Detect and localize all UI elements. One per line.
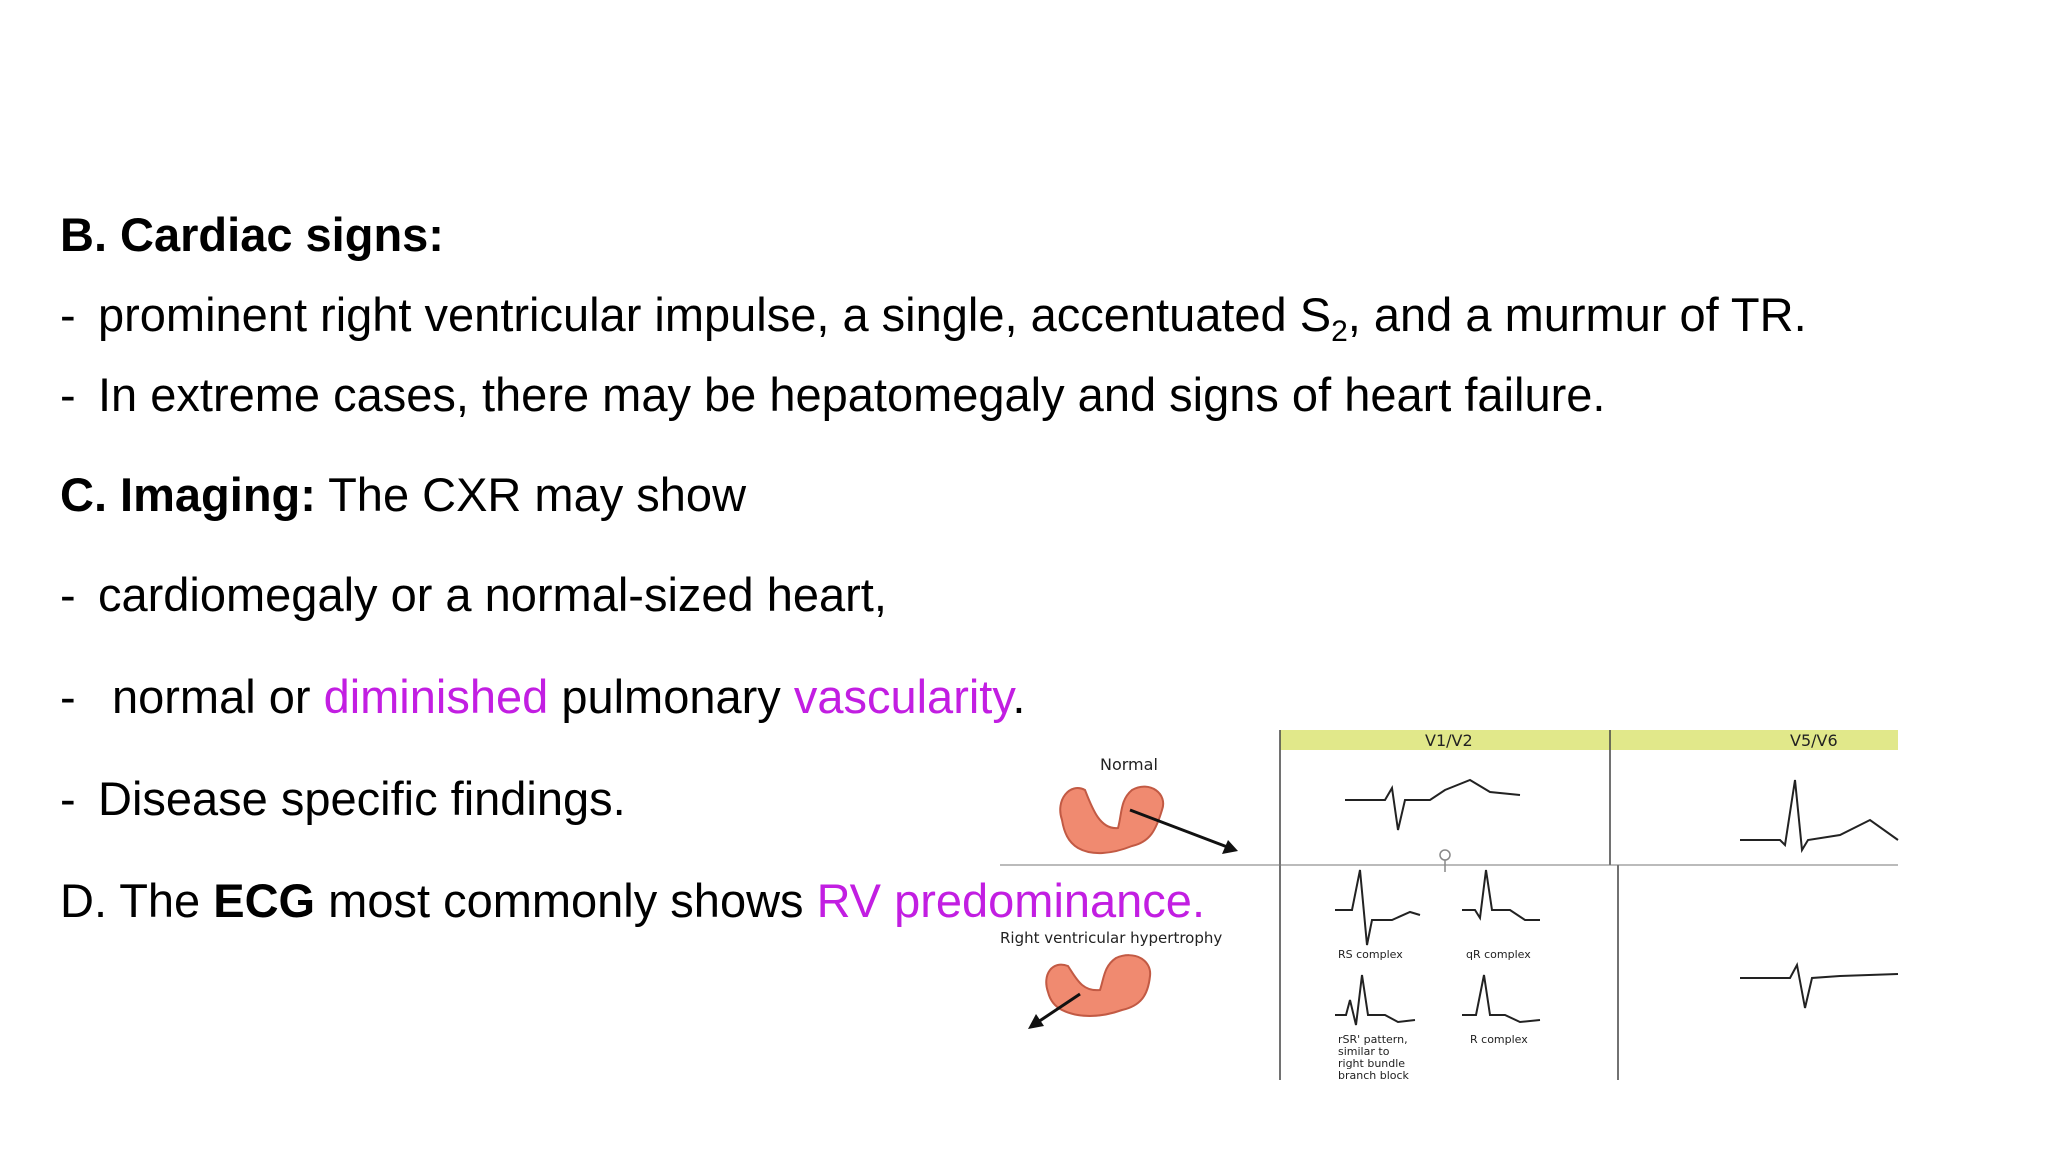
normal-heart-shape: [1060, 787, 1163, 853]
label-rs-complex: RS complex: [1338, 948, 1403, 961]
label-qr-complex: qR complex: [1466, 948, 1531, 961]
bullet-dash: -: [60, 772, 76, 825]
imaging-item-2-e: .: [1012, 670, 1026, 723]
label-rsr-line1: rSR' pattern,: [1338, 1033, 1408, 1046]
bullet-dash: -: [60, 568, 76, 621]
s2-subscript: 2: [1331, 315, 1348, 348]
ecg-line-a: D. The: [60, 874, 214, 927]
lead-marker-icon: [1440, 850, 1450, 860]
imaging-item-2: [60, 668, 1025, 726]
ecg-rvh-figure: [1000, 730, 1900, 1090]
highlight-diminished: diminished: [323, 670, 549, 723]
ecg-qr-complex-trace: [1462, 870, 1540, 920]
heading-imaging: [60, 466, 746, 524]
bullet-dash: -: [60, 288, 76, 341]
cardiac-item-2: [60, 366, 1605, 424]
imaging-item-3-text: Disease specific findings.: [98, 772, 626, 825]
ecg-v5v6-rvh-trace: [1740, 965, 1898, 1008]
highlight-rv-predominance: RV predominance.: [816, 874, 1206, 927]
rvh-arrow-head: [1028, 1014, 1044, 1029]
heading-c-rest: The CXR may show: [315, 468, 747, 521]
label-rsr-line4: branch block: [1338, 1069, 1409, 1082]
ecg-v1v2-normal-trace: [1345, 780, 1520, 830]
imaging-item-1-text: cardiomegaly or a normal-sized heart,: [98, 568, 887, 621]
ecg-line-c: most commonly shows: [315, 874, 817, 927]
imaging-item-1: [60, 566, 887, 624]
label-rsr-line3: right bundle: [1338, 1057, 1406, 1070]
heading-c-bold: C. Imaging:: [60, 468, 316, 521]
ecg-r-complex-trace: [1462, 975, 1540, 1022]
imaging-item-3: [60, 770, 626, 828]
highlight-vascularity: vascularity: [793, 670, 1013, 723]
imaging-item-2-a: normal or: [112, 670, 324, 723]
cardiac-item-1-rest: , and a murmur of TR.: [1347, 288, 1807, 341]
label-rvh: Right ventricular hypertrophy: [1000, 929, 1223, 947]
bullet-dash: -: [60, 670, 76, 723]
heading-b-text: B. Cardiac signs:: [60, 208, 444, 261]
heading-cardiac-signs: [60, 206, 444, 264]
imaging-item-2-c: pulmonary: [548, 670, 794, 723]
label-r-complex: R complex: [1470, 1033, 1528, 1046]
ecg-rs-complex-trace: [1335, 870, 1420, 945]
ecg-v5v6-normal-trace: [1740, 780, 1898, 850]
col-header-v5v6: V5/V6: [1790, 731, 1838, 750]
cardiac-item-2-text: In extreme cases, there may be hepatomegaly and signs of heart failure.: [98, 368, 1606, 421]
ecg-rsr-pattern-trace: [1335, 975, 1415, 1025]
ecg-bold: ECG: [213, 874, 316, 927]
col-header-v1v2: V1/V2: [1425, 731, 1473, 750]
cardiac-item-1-text: prominent right ventricular impulse, a single, accentuated S: [98, 288, 1332, 341]
label-rsr-line2: similar to: [1338, 1045, 1390, 1058]
label-normal: Normal: [1100, 755, 1158, 774]
bullet-dash: -: [60, 368, 76, 421]
cardiac-item-1: [60, 286, 1807, 348]
